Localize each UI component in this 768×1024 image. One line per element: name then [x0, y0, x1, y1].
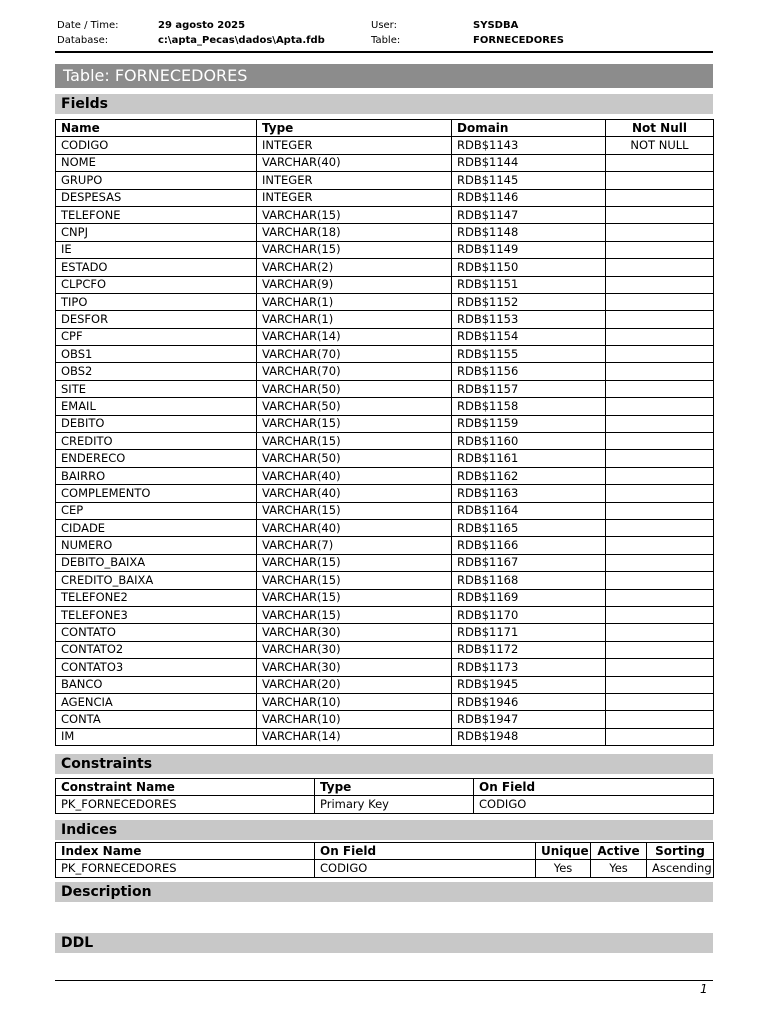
field-name-cell: TELEFONE3 [56, 606, 257, 623]
constraint-field-cell: CODIGO [474, 796, 714, 813]
field-notnull-cell [606, 206, 714, 223]
table-row [56, 311, 714, 328]
field-type-cell: VARCHAR(15) [257, 415, 452, 432]
date-value: 29 agosto 2025 [158, 20, 246, 31]
field-name-cell: CODIGO [56, 137, 257, 154]
field-type-cell: VARCHAR(30) [257, 624, 452, 641]
table-row [56, 224, 714, 241]
description-section-heading: Description [55, 882, 713, 902]
field-domain-cell: RDB$1160 [452, 433, 606, 450]
field-type-cell: VARCHAR(20) [257, 676, 452, 693]
field-name-cell: CREDITO_BAIXA [56, 572, 257, 589]
field-domain-cell: RDB$1161 [452, 450, 606, 467]
indices-table [55, 842, 714, 878]
field-domain-cell: RDB$1154 [452, 328, 606, 345]
field-domain-cell: RDB$1159 [452, 415, 606, 432]
field-domain-cell: RDB$1144 [452, 154, 606, 171]
field-type-cell: VARCHAR(9) [257, 276, 452, 293]
column-header: On Field [315, 843, 536, 860]
field-domain-cell: RDB$1157 [452, 380, 606, 397]
table-row [56, 519, 714, 536]
field-type-cell: VARCHAR(15) [257, 433, 452, 450]
field-type-cell: VARCHAR(50) [257, 380, 452, 397]
field-notnull-cell [606, 624, 714, 641]
database-value: c:\apta_Pecas\dados\Apta.fdb [158, 35, 325, 46]
column-header: Active [591, 843, 647, 860]
field-domain-cell: RDB$1145 [452, 172, 606, 189]
field-notnull-cell [606, 659, 714, 676]
table-row [56, 554, 714, 571]
field-name-cell: COMPLEMENTO [56, 485, 257, 502]
field-notnull-cell [606, 554, 714, 571]
field-type-cell: VARCHAR(15) [257, 554, 452, 571]
index-active-cell: Yes [591, 860, 647, 877]
field-type-cell: VARCHAR(30) [257, 659, 452, 676]
field-notnull-cell [606, 450, 714, 467]
field-notnull-cell [606, 415, 714, 432]
field-domain-cell: RDB$1946 [452, 693, 606, 710]
field-name-cell: IE [56, 241, 257, 258]
page-number: 1 [700, 982, 708, 996]
field-type-cell: VARCHAR(40) [257, 467, 452, 484]
column-header: Unique [536, 843, 591, 860]
table-row [56, 189, 714, 206]
field-notnull-cell [606, 537, 714, 554]
field-type-cell: VARCHAR(15) [257, 241, 452, 258]
column-header: Domain [452, 120, 606, 137]
field-notnull-cell [606, 328, 714, 345]
column-header: Type [257, 120, 452, 137]
field-name-cell: DEBITO_BAIXA [56, 554, 257, 571]
field-domain-cell: RDB$1148 [452, 224, 606, 241]
table-row [56, 502, 714, 519]
table-value: FORNECEDORES [473, 35, 564, 46]
constraint-type-cell: Primary Key [315, 796, 474, 813]
indices-section-heading: Indices [55, 820, 713, 840]
field-notnull-cell [606, 380, 714, 397]
field-name-cell: CNPJ [56, 224, 257, 241]
field-domain-cell: RDB$1166 [452, 537, 606, 554]
field-name-cell: ESTADO [56, 259, 257, 276]
field-domain-cell: RDB$1164 [452, 502, 606, 519]
index-name-cell: PK_FORNECEDORES [56, 860, 315, 877]
field-type-cell: VARCHAR(15) [257, 206, 452, 223]
field-notnull-cell [606, 259, 714, 276]
column-header: Not Null [606, 120, 714, 137]
field-notnull-cell [606, 606, 714, 623]
field-notnull-cell [606, 433, 714, 450]
field-name-cell: CLPCFO [56, 276, 257, 293]
table-row [56, 137, 714, 154]
table-row [56, 276, 714, 293]
field-notnull-cell [606, 711, 714, 728]
field-type-cell: INTEGER [257, 189, 452, 206]
table-row [56, 606, 714, 623]
field-notnull-cell [606, 172, 714, 189]
database-label: Database: [57, 35, 109, 46]
field-type-cell: VARCHAR(14) [257, 328, 452, 345]
table-label: Table: [371, 35, 401, 46]
field-domain-cell: RDB$1150 [452, 259, 606, 276]
field-notnull-cell [606, 676, 714, 693]
table-row [56, 641, 714, 658]
field-domain-cell: RDB$1152 [452, 293, 606, 310]
column-header: On Field [474, 779, 714, 796]
field-notnull-cell [606, 241, 714, 258]
field-name-cell: ENDERECO [56, 450, 257, 467]
field-name-cell: TIPO [56, 293, 257, 310]
field-type-cell: VARCHAR(70) [257, 363, 452, 380]
table-row [56, 860, 714, 877]
field-name-cell: EMAIL [56, 398, 257, 415]
field-domain-cell: RDB$1155 [452, 346, 606, 363]
field-name-cell: GRUPO [56, 172, 257, 189]
field-notnull-cell [606, 728, 714, 745]
field-domain-cell: RDB$1948 [452, 728, 606, 745]
field-notnull-cell [606, 502, 714, 519]
field-notnull-cell [606, 398, 714, 415]
table-row [56, 206, 714, 223]
field-type-cell: VARCHAR(15) [257, 502, 452, 519]
field-domain-cell: RDB$1945 [452, 676, 606, 693]
header-divider [55, 51, 713, 53]
field-type-cell: VARCHAR(40) [257, 154, 452, 171]
field-type-cell: VARCHAR(15) [257, 589, 452, 606]
table-row [56, 796, 714, 813]
field-type-cell: VARCHAR(15) [257, 572, 452, 589]
table-row [56, 467, 714, 484]
field-type-cell: VARCHAR(2) [257, 259, 452, 276]
field-domain-cell: RDB$1158 [452, 398, 606, 415]
field-name-cell: BAIRRO [56, 467, 257, 484]
field-domain-cell: RDB$1168 [452, 572, 606, 589]
field-name-cell: CONTA [56, 711, 257, 728]
field-notnull-cell [606, 485, 714, 502]
date-label: Date / Time: [57, 20, 119, 31]
field-notnull-cell [606, 189, 714, 206]
field-type-cell: VARCHAR(50) [257, 450, 452, 467]
field-domain-cell: RDB$1151 [452, 276, 606, 293]
field-domain-cell: RDB$1165 [452, 519, 606, 536]
field-name-cell: CEP [56, 502, 257, 519]
table-row [56, 589, 714, 606]
field-name-cell: CONTATO2 [56, 641, 257, 658]
field-type-cell: VARCHAR(30) [257, 641, 452, 658]
field-name-cell: DESPESAS [56, 189, 257, 206]
field-type-cell: VARCHAR(15) [257, 606, 452, 623]
ddl-section-heading: DDL [55, 933, 713, 953]
column-header: Index Name [56, 843, 315, 860]
table-row [56, 450, 714, 467]
field-notnull-cell [606, 346, 714, 363]
column-header: Name [56, 120, 257, 137]
field-name-cell: DESFOR [56, 311, 257, 328]
field-notnull-cell [606, 641, 714, 658]
constraints-section-heading: Constraints [55, 754, 713, 774]
field-name-cell: OBS1 [56, 346, 257, 363]
field-type-cell: VARCHAR(10) [257, 693, 452, 710]
footer-divider [55, 980, 713, 981]
field-notnull-cell [606, 276, 714, 293]
field-name-cell: CPF [56, 328, 257, 345]
field-notnull-cell [606, 572, 714, 589]
table-row [56, 728, 714, 745]
field-notnull-cell [606, 311, 714, 328]
field-notnull-cell [606, 519, 714, 536]
field-name-cell: CREDITO [56, 433, 257, 450]
field-name-cell: CONTATO [56, 624, 257, 641]
column-header: Sorting [647, 843, 714, 860]
field-name-cell: BANCO [56, 676, 257, 693]
field-domain-cell: RDB$1167 [452, 554, 606, 571]
field-type-cell: VARCHAR(70) [257, 346, 452, 363]
table-row [56, 380, 714, 397]
field-domain-cell: RDB$1173 [452, 659, 606, 676]
field-type-cell: VARCHAR(1) [257, 311, 452, 328]
field-notnull-cell [606, 363, 714, 380]
constraint-name-cell: PK_FORNECEDORES [56, 796, 315, 813]
field-notnull-cell [606, 224, 714, 241]
table-row [56, 259, 714, 276]
table-row [56, 328, 714, 345]
table-row [56, 572, 714, 589]
report-header [57, 20, 713, 50]
column-header: Constraint Name [56, 779, 315, 796]
field-domain-cell: RDB$1153 [452, 311, 606, 328]
index-field-cell: CODIGO [315, 860, 536, 877]
field-domain-cell: RDB$1162 [452, 467, 606, 484]
field-notnull-cell [606, 467, 714, 484]
field-type-cell: INTEGER [257, 137, 452, 154]
field-domain-cell: RDB$1169 [452, 589, 606, 606]
index-sorting-cell: Ascending [647, 860, 714, 877]
field-domain-cell: RDB$1171 [452, 624, 606, 641]
table-row [56, 172, 714, 189]
field-name-cell: DEBITO [56, 415, 257, 432]
field-name-cell: TELEFONE [56, 206, 257, 223]
field-type-cell: VARCHAR(14) [257, 728, 452, 745]
table-row [56, 241, 714, 258]
field-type-cell: VARCHAR(10) [257, 711, 452, 728]
table-row [56, 711, 714, 728]
index-unique-cell: Yes [536, 860, 591, 877]
user-label: User: [371, 20, 397, 31]
table-row [56, 537, 714, 554]
page-title: Table: FORNECEDORES [55, 64, 713, 88]
field-name-cell: NUMERO [56, 537, 257, 554]
field-type-cell: VARCHAR(1) [257, 293, 452, 310]
fields-section-heading: Fields [55, 94, 713, 114]
field-name-cell: NOME [56, 154, 257, 171]
table-row [56, 346, 714, 363]
field-type-cell: VARCHAR(18) [257, 224, 452, 241]
table-row [56, 676, 714, 693]
field-domain-cell: RDB$1156 [452, 363, 606, 380]
field-type-cell: INTEGER [257, 172, 452, 189]
field-type-cell: VARCHAR(7) [257, 537, 452, 554]
field-domain-cell: RDB$1947 [452, 711, 606, 728]
field-domain-cell: RDB$1170 [452, 606, 606, 623]
field-name-cell: TELEFONE2 [56, 589, 257, 606]
table-row [56, 415, 714, 432]
field-type-cell: VARCHAR(40) [257, 519, 452, 536]
field-domain-cell: RDB$1163 [452, 485, 606, 502]
field-notnull-cell: NOT NULL [606, 137, 714, 154]
table-row [56, 293, 714, 310]
field-notnull-cell [606, 154, 714, 171]
column-header: Type [315, 779, 474, 796]
table-row [56, 363, 714, 380]
field-name-cell: AGENCIA [56, 693, 257, 710]
field-type-cell: VARCHAR(50) [257, 398, 452, 415]
field-domain-cell: RDB$1172 [452, 641, 606, 658]
table-row [56, 693, 714, 710]
table-row [56, 485, 714, 502]
field-notnull-cell [606, 589, 714, 606]
table-row [56, 624, 714, 641]
field-name-cell: CONTATO3 [56, 659, 257, 676]
field-name-cell: CIDADE [56, 519, 257, 536]
field-notnull-cell [606, 693, 714, 710]
user-value: SYSDBA [473, 20, 519, 31]
fields-table [55, 119, 714, 746]
field-name-cell: IM [56, 728, 257, 745]
field-domain-cell: RDB$1149 [452, 241, 606, 258]
field-domain-cell: RDB$1146 [452, 189, 606, 206]
field-notnull-cell [606, 293, 714, 310]
table-row [56, 433, 714, 450]
field-type-cell: VARCHAR(40) [257, 485, 452, 502]
constraints-table [55, 778, 714, 814]
table-row [56, 398, 714, 415]
table-row [56, 659, 714, 676]
field-name-cell: SITE [56, 380, 257, 397]
field-domain-cell: RDB$1143 [452, 137, 606, 154]
field-domain-cell: RDB$1147 [452, 206, 606, 223]
field-name-cell: OBS2 [56, 363, 257, 380]
table-row [56, 154, 714, 171]
